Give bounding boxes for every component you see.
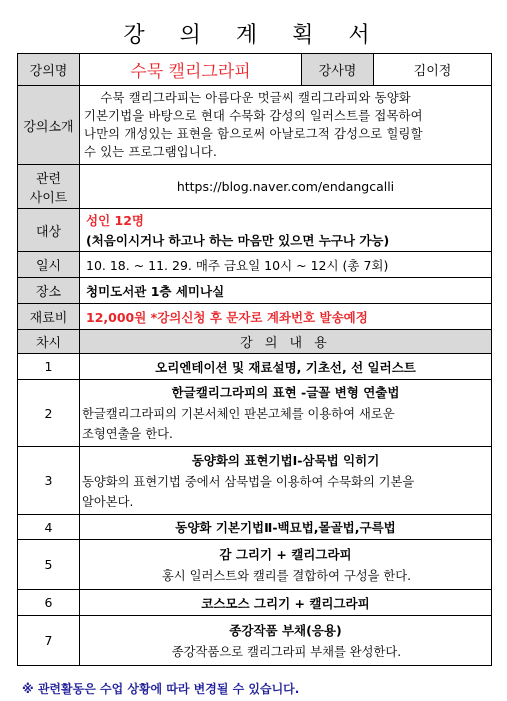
session-title: 한글캘리그라피의 표현 -글꼴 변형 연출법	[171, 385, 400, 400]
session-row	[18, 616, 492, 666]
session-content	[80, 447, 492, 515]
session-title: 오리엔테이션 및 재료설명, 기초선, 선 일러스트	[80, 354, 492, 380]
footer-note: ※ 관련활동은 수업 상황에 따라 변경될 수 있습니다.	[22, 682, 300, 696]
session-content	[80, 380, 492, 447]
course-label: 강의명	[18, 54, 80, 86]
sessions-header-row	[18, 330, 492, 354]
session-content	[80, 616, 492, 666]
target-main: 성인 12명	[86, 213, 144, 228]
session-desc: 홍시 일러스트와 캘리를 결합하여 구성을 한다.	[161, 568, 412, 583]
site-label-line: 사이트	[29, 190, 68, 206]
session-row	[18, 354, 492, 380]
place-label: 장소	[18, 278, 80, 304]
intro-row	[18, 86, 492, 165]
session-desc: 동양화의 표현기법 중에서 삼묵법을 이용하여 수묵화의 기본을	[82, 474, 415, 489]
intro-text	[80, 86, 492, 165]
site-url[interactable]: https://blog.naver.com/endangcalli	[80, 165, 492, 209]
materials-label: 재료비	[18, 304, 80, 330]
target-value	[80, 209, 492, 252]
session-title: 동양화의 표현기법Ⅰ-삼묵법 익히기	[191, 452, 380, 468]
course-name: 수묵 캘리그라피	[80, 54, 302, 86]
session-row	[18, 380, 492, 447]
session-title: 종강작품 부채(응용)	[229, 622, 342, 638]
session-desc: 조형연출을 한다.	[82, 427, 173, 441]
schedule-value: 10. 18. ~ 11. 29. 매주 금요일 10시 ~ 12시 (총 7회)	[80, 252, 492, 278]
schedule-row	[18, 252, 492, 278]
session-num: 6	[18, 590, 80, 616]
session-content-header: 강 의 내 용	[80, 330, 492, 354]
materials-value: 12,000원 *강의신청 후 문자로 계좌번호 발송예정	[80, 304, 492, 330]
session-desc: 알아본다.	[82, 494, 134, 509]
intro-line: 수 있는 프로그램입니다.	[84, 145, 218, 159]
session-row	[18, 447, 492, 515]
materials-row	[18, 304, 492, 330]
session-desc: 한글캘리그라피의 기본서체인 판본고체를 이용하여 새로운	[82, 407, 395, 421]
target-label: 대상	[18, 209, 80, 252]
session-num: 4	[18, 515, 80, 540]
target-note: (처음이시거나 하고나 하는 마음만 있으면 누구나 가능)	[86, 233, 390, 248]
schedule-label: 일시	[18, 252, 80, 278]
site-label	[18, 165, 80, 209]
intro-label: 강의소개	[18, 86, 80, 165]
intro-line: 나만의 개성있는 표현을 함으로써 아날로그적 감성으로 힐링할	[84, 127, 423, 141]
session-num-header: 차시	[18, 330, 80, 354]
session-title: 감 그리기 + 캘리그라피	[219, 546, 352, 562]
intro-line: 기본기법을 바탕으로 현대 수묵화 감성의 일러스트를 접목하여	[84, 109, 423, 123]
instructor-label: 강사명	[302, 54, 374, 86]
session-num: 2	[18, 380, 80, 447]
lecture-plan-table	[17, 53, 492, 666]
place-value: 청미도서관 1층 세미나실	[80, 278, 492, 304]
session-row	[18, 515, 492, 540]
session-num: 5	[18, 540, 80, 590]
session-num: 1	[18, 354, 80, 380]
page-title: 강 의 계 획 서	[123, 23, 384, 48]
place-row	[18, 278, 492, 304]
session-num: 3	[18, 447, 80, 515]
session-title: 동양화 기본기법Ⅱ-백묘법,몰골법,구륵법	[80, 515, 492, 540]
site-label-line: 관련	[35, 171, 62, 187]
session-num: 7	[18, 616, 80, 666]
intro-line: 수묵 캘리그라피는 아름다운 멋글씨 캘리그라피와 동양화	[84, 91, 411, 105]
session-row	[18, 540, 492, 590]
site-row	[18, 165, 492, 209]
session-row	[18, 590, 492, 616]
session-title: 코스모스 그리기 + 캘리그라피	[80, 590, 492, 616]
session-content	[80, 540, 492, 590]
course-row	[18, 54, 492, 86]
instructor-name: 김이정	[374, 54, 492, 86]
session-desc: 종강작품으로 캘리그라피 부채를 완성한다.	[171, 644, 402, 659]
target-row	[18, 209, 492, 252]
